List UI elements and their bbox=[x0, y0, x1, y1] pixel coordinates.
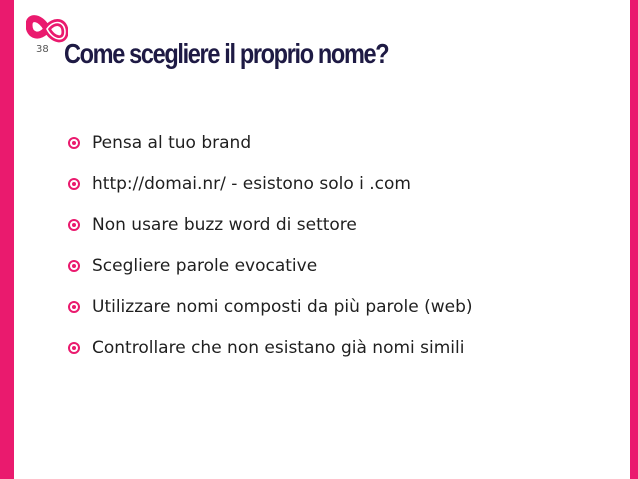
bullet-marker-icon bbox=[68, 260, 80, 272]
bullet-text: Scegliere parole evocative bbox=[92, 255, 318, 276]
bullet-list bbox=[68, 122, 473, 368]
bullet-marker-icon bbox=[68, 342, 80, 354]
infinity-knot-logo-icon bbox=[26, 12, 68, 46]
bullet-marker-icon bbox=[68, 137, 80, 149]
left-accent-bar bbox=[0, 0, 14, 479]
bullet-marker-icon bbox=[68, 301, 80, 313]
page-number: 38 bbox=[36, 44, 49, 55]
bullet-text: http://domai.nr/ - esistono solo i .com bbox=[92, 173, 411, 194]
slide-title: Come scegliere il proprio nome? bbox=[64, 38, 389, 69]
right-accent-bar bbox=[630, 0, 638, 479]
bullet-item bbox=[68, 163, 473, 204]
bullet-text: Utilizzare nomi composti da più parole (web) bbox=[92, 296, 473, 317]
bullet-text: Controllare che non esistano già nomi simili bbox=[92, 337, 465, 358]
bullet-item bbox=[68, 245, 473, 286]
bullet-text: Non usare buzz word di settore bbox=[92, 214, 357, 235]
bullet-marker-icon bbox=[68, 178, 80, 190]
bullet-item bbox=[68, 327, 473, 368]
bullet-text: Pensa al tuo brand bbox=[92, 132, 252, 153]
bullet-marker-icon bbox=[68, 219, 80, 231]
bullet-item bbox=[68, 122, 473, 163]
bullet-item bbox=[68, 204, 473, 245]
bullet-item bbox=[68, 286, 473, 327]
